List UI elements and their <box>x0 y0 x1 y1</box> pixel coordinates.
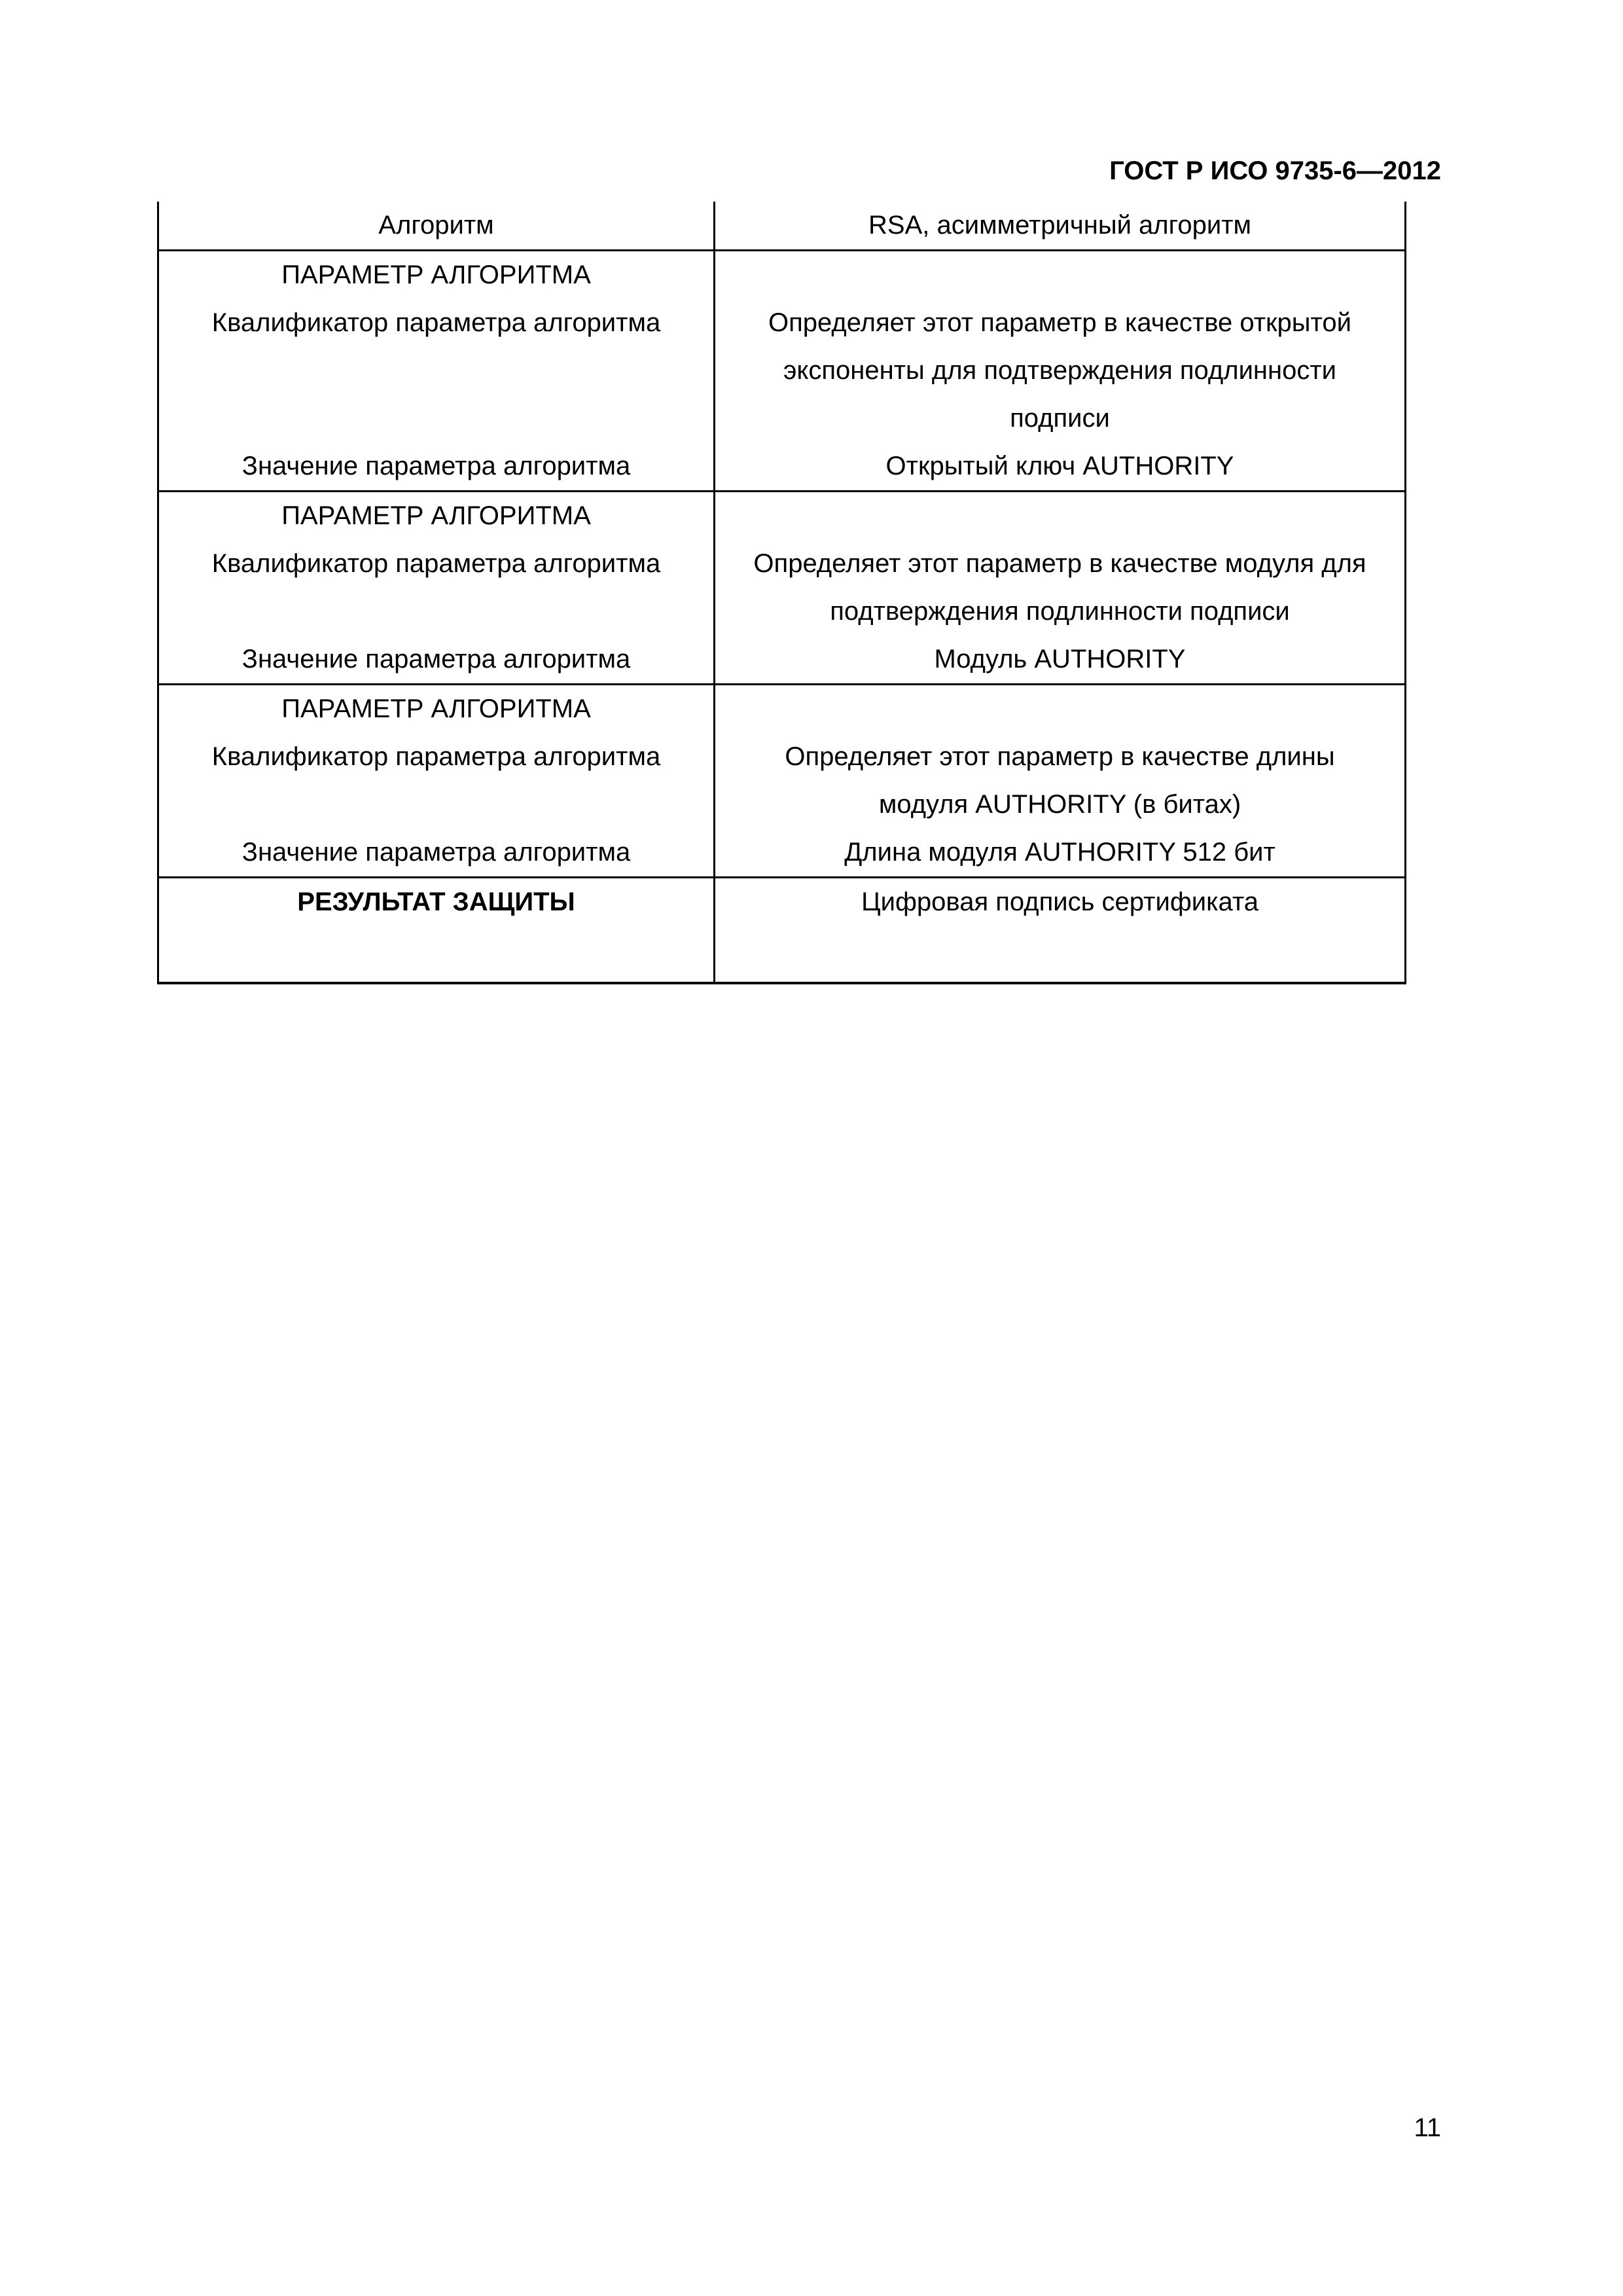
algorithm-value <box>715 202 1406 251</box>
param-values-cell <box>715 492 1406 685</box>
result-label <box>158 878 715 984</box>
qualifier-text-line: модуля AUTHORITY (в битах) <box>878 790 1241 819</box>
document-code: ГОСТ Р ИСО 9735-6—2012 <box>1109 156 1441 185</box>
param-title: ПАРАМЕТР АЛГОРИТМА <box>281 501 591 530</box>
qualifier-label: Квалификатор параметра алгоритма <box>211 742 661 771</box>
result-value <box>715 878 1406 984</box>
param-value: Модуль AUTHORITY <box>934 645 1186 673</box>
qualifier-text-line: Определяет этот параметр в качестве открытой <box>768 308 1351 337</box>
param-labels-cell <box>158 685 715 878</box>
qualifier-text-line: подписи <box>1010 404 1110 433</box>
table-row-result <box>158 878 1406 984</box>
param-value: Открытый ключ AUTHORITY <box>885 452 1234 480</box>
param-value: Длина модуля AUTHORITY 512 бит <box>844 838 1275 867</box>
param-title: ПАРАМЕТР АЛГОРИТМА <box>281 694 591 723</box>
result-value-text: Цифровая подпись сертификата <box>861 888 1258 916</box>
qualifier-label: Квалификатор параметра алгоритма <box>211 308 661 337</box>
table-row-param-modulus <box>158 492 1406 685</box>
algorithm-label <box>158 202 715 251</box>
param-labels-cell <box>158 251 715 492</box>
table-row-param-exponent <box>158 251 1406 492</box>
result-label-text: РЕЗУЛЬТАТ ЗАЩИТЫ <box>297 888 575 916</box>
algorithm-value-text: RSA, асимметричный алгоритм <box>868 211 1251 240</box>
table-row-param-modulus-length <box>158 685 1406 878</box>
value-label: Значение параметра алгоритма <box>241 838 631 867</box>
value-label: Значение параметра алгоритма <box>241 452 631 480</box>
qualifier-text-line: экспоненты для подтверждения подлинности <box>783 356 1336 385</box>
param-title: ПАРАМЕТР АЛГОРИТМА <box>281 260 591 289</box>
param-labels-cell <box>158 492 715 685</box>
security-parameters-table <box>157 202 1406 984</box>
qualifier-text-line: Определяет этот параметр в качестве длины <box>785 742 1335 771</box>
qualifier-text-line: Определяет этот параметр в качестве модуля для <box>753 549 1366 578</box>
qualifier-text-line: подтверждения подлинности подписи <box>830 597 1290 626</box>
table-row-algorithm <box>158 202 1406 251</box>
param-values-cell <box>715 251 1406 492</box>
param-values-cell <box>715 685 1406 878</box>
algorithm-label-text: Алгоритм <box>378 211 494 240</box>
value-label: Значение параметра алгоритма <box>241 645 631 673</box>
page-number: 11 <box>1414 2113 1441 2142</box>
qualifier-label: Квалификатор параметра алгоритма <box>211 549 661 578</box>
